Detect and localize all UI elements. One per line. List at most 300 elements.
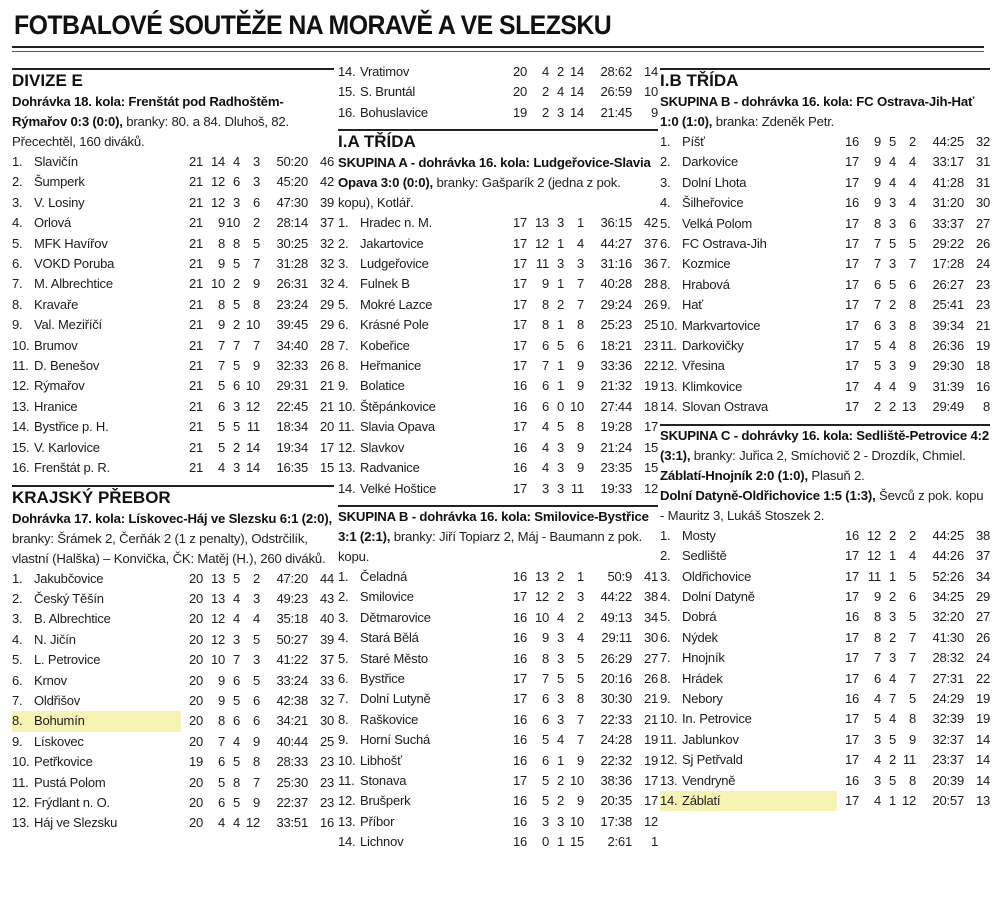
cell-played: 19 (188, 754, 203, 770)
cell-rank: 15. (12, 439, 30, 455)
cell-draws: 3 (888, 317, 896, 333)
table-row (338, 608, 658, 628)
cell-draws: 2 (888, 399, 896, 415)
cell-score: 18:34 (276, 419, 308, 435)
cell-points: 14 (975, 731, 990, 747)
match-report-2 (660, 466, 990, 486)
cell-played: 20 (188, 652, 203, 668)
cell-losses: 5 (908, 690, 916, 706)
cell-draws: 3 (888, 195, 896, 211)
cell-rank: 11. (338, 772, 355, 788)
cell-team: Hrabová (682, 276, 730, 292)
cell-team: Český Těšín (34, 590, 104, 606)
cell-team: Hnojník (682, 650, 725, 666)
cell-losses: 8 (252, 296, 260, 312)
cell-score: 19:34 (276, 439, 308, 455)
match-report (660, 92, 990, 132)
cell-team: L. Petrovice (34, 652, 101, 668)
cell-team: Hranice (34, 398, 78, 414)
cell-score: 25:41 (932, 297, 964, 313)
table-row (12, 752, 334, 772)
cell-team: Jablunkov (682, 731, 739, 747)
table-row (12, 569, 334, 589)
cell-rank: 3. (12, 611, 23, 627)
cell-wins: 7 (541, 358, 549, 374)
cell-played: 17 (844, 792, 859, 808)
cell-rank: 9. (660, 297, 671, 313)
cell-points: 12 (643, 480, 658, 496)
cell-points: 1 (650, 834, 658, 850)
cell-draws: 1 (556, 752, 564, 768)
match-report-body: branky: 80. a 84. Dluhoš, 82. Přecechtěl, 160 diváků. (12, 114, 290, 149)
table-row (12, 213, 334, 233)
cell-points: 21 (319, 398, 334, 414)
cell-losses: 3 (576, 256, 584, 272)
cell-score: 29:22 (932, 236, 964, 252)
cell-points: 10 (643, 84, 658, 100)
match-report (338, 153, 658, 213)
cell-losses: 2 (576, 609, 584, 625)
cell-draws: 5 (556, 419, 564, 435)
cell-draws: 5 (232, 692, 240, 708)
cell-losses: 9 (908, 378, 916, 394)
cell-losses: 6 (576, 337, 584, 353)
cell-points: 21 (643, 711, 658, 727)
cell-points: 23 (975, 276, 990, 292)
cell-team: Píšť (682, 134, 705, 149)
table-row (12, 650, 334, 670)
cell-rank: 6. (338, 670, 349, 686)
cell-rank: 2. (12, 590, 23, 606)
cell-team: Hradec n. M. (360, 215, 433, 231)
cell-rank: 14. (338, 480, 356, 496)
cell-wins: 13 (210, 590, 225, 606)
cell-played: 16 (512, 813, 527, 829)
cell-wins: 9 (217, 215, 225, 231)
cell-rank: 7. (660, 650, 671, 666)
cell-losses: 5 (576, 670, 584, 686)
cell-draws: 2 (888, 629, 896, 645)
table-row (338, 771, 658, 791)
table-row (338, 295, 658, 315)
table-row (338, 669, 658, 689)
section-ib-skupina-c (660, 424, 990, 812)
cell-draws: 4 (888, 378, 896, 394)
cell-points: 23 (643, 337, 658, 353)
cell-rank: 3. (660, 174, 671, 190)
cell-rank: 12. (12, 378, 30, 394)
cell-played: 17 (512, 691, 527, 707)
cell-points: 17 (319, 439, 334, 455)
cell-played: 17 (844, 174, 859, 190)
cell-rank: 6. (660, 236, 671, 252)
cell-team: Dětmarovice (360, 609, 431, 625)
cell-team: Krásné Pole (360, 317, 429, 333)
cell-rank: 3. (12, 194, 23, 210)
cell-points: 29 (319, 317, 334, 333)
cell-points: 18 (643, 398, 658, 414)
cell-wins: 12 (210, 194, 225, 210)
cell-team: FC Ostrava-Jih (682, 236, 767, 252)
cell-score: 30:25 (276, 235, 308, 251)
cell-team: Hať (682, 297, 703, 313)
cell-played: 17 (844, 317, 859, 333)
match-report-lead: Dohrávka 18. kola: Frenštát pod Radhoštěm-Rýmařov 0:3 (0:0), (12, 94, 284, 129)
cell-score: 22:33 (600, 711, 632, 727)
cell-wins: 8 (873, 609, 881, 625)
table-row (12, 711, 334, 731)
cell-draws: 4 (556, 609, 564, 625)
cell-points: 15 (319, 460, 334, 476)
cell-team: Dolní Lutyně (360, 691, 431, 707)
cell-wins: 12 (534, 589, 549, 605)
cell-losses: 11 (570, 480, 584, 496)
cell-draws: 7 (232, 652, 240, 668)
cell-losses: 11 (246, 419, 260, 435)
cell-score: 28:33 (276, 754, 308, 770)
cell-score: 27:44 (600, 398, 632, 414)
match-report-lead: SKUPINA B - dohrávka 16. kola: Smilovice-Bystřice 3:1 (2:1), (338, 508, 649, 544)
cell-losses: 7 (576, 296, 584, 312)
cell-score: 50:20 (276, 154, 308, 169)
cell-team: Heřmanice (360, 358, 422, 374)
cell-points: 26 (975, 629, 990, 645)
cell-score: 16:35 (276, 460, 308, 476)
table-row (338, 213, 658, 233)
cell-rank: 4. (12, 215, 23, 231)
cell-rank: 14. (12, 419, 30, 435)
cell-losses: 8 (576, 691, 584, 707)
cell-points: 32 (319, 692, 334, 708)
cell-team: Darkovice (682, 154, 738, 170)
table-row (12, 356, 334, 376)
cell-losses: 2 (252, 570, 260, 586)
cell-draws: 8 (232, 774, 240, 790)
cell-team: Val. Meziříčí (34, 317, 102, 333)
cell-wins: 11 (535, 256, 549, 272)
cell-played: 16 (512, 650, 527, 666)
cell-played: 21 (188, 235, 203, 251)
cell-played: 20 (188, 590, 203, 606)
cell-played: 17 (844, 154, 859, 170)
cell-score: 34:25 (932, 588, 964, 604)
cell-wins: 10 (534, 609, 549, 625)
cell-wins: 4 (873, 792, 881, 808)
cell-played: 21 (188, 337, 203, 353)
cell-team: Orlová (34, 215, 72, 231)
cell-score: 44:25 (932, 134, 964, 149)
cell-draws: 3 (556, 256, 564, 272)
cell-wins: 12 (210, 631, 225, 647)
cell-points: 23 (319, 754, 334, 770)
match-report-lead: Dohrávka 17. kola: Lískovec-Háj ve Slezsku 6:1 (2:0), (12, 510, 332, 526)
match-report (12, 92, 334, 152)
cell-played: 21 (188, 174, 203, 190)
cell-played: 17 (844, 215, 859, 231)
cell-rank: 16. (338, 104, 356, 120)
standings-table (338, 567, 658, 853)
table-row (12, 773, 334, 793)
table-row (12, 813, 334, 833)
cell-team: Štěpánkovice (360, 398, 436, 414)
cell-draws: 4 (232, 815, 240, 831)
cell-score: 20:57 (932, 792, 964, 808)
table-row (338, 274, 658, 294)
cell-losses: 10 (245, 378, 260, 394)
cell-score: 26:59 (600, 84, 632, 100)
cell-draws: 5 (888, 236, 896, 252)
cell-draws: 4 (556, 732, 564, 748)
cell-team: Horní Suchá (360, 732, 431, 748)
cell-points: 15 (643, 439, 658, 455)
page-title: FOTBALOVÉ SOUTĚŽE NA MORAVĚ A VE SLEZSKU (14, 10, 612, 40)
cell-points: 29 (319, 296, 334, 312)
cell-losses: 12 (245, 815, 260, 831)
cell-team: Kravaře (34, 296, 79, 312)
cell-points: 18 (975, 358, 990, 374)
cell-rank: 2. (338, 589, 349, 605)
table-row (660, 377, 990, 397)
cell-team: Pustá Polom (34, 774, 106, 790)
cell-wins: 14 (210, 154, 225, 169)
table-row (338, 751, 658, 771)
cell-losses: 9 (252, 276, 260, 292)
cell-wins: 4 (217, 460, 225, 476)
cell-rank: 9. (12, 317, 23, 333)
section-ia-trida (338, 129, 658, 499)
cell-score: 19:28 (600, 419, 632, 435)
cell-draws: 3 (888, 650, 896, 666)
cell-team: B. Albrechtice (34, 611, 111, 627)
cell-score: 29:11 (601, 630, 632, 646)
cell-team: S. Bruntál (360, 84, 416, 100)
cell-wins: 8 (217, 296, 225, 312)
cell-played: 16 (844, 772, 859, 788)
title-rule-thin (12, 51, 984, 52)
cell-rank: 1. (12, 570, 23, 586)
cell-played: 16 (512, 834, 527, 850)
cell-score: 27:31 (932, 670, 964, 686)
match-report-lead: SKUPINA B - dohrávka 16. kola: FC Ostrava-Jih-Hať 1:0 (1:0), (660, 94, 975, 129)
cell-played: 17 (512, 670, 527, 686)
cell-wins: 4 (541, 460, 549, 476)
cell-played: 21 (188, 256, 203, 272)
cell-draws: 5 (556, 337, 564, 353)
cell-score: 44:27 (600, 235, 632, 251)
table-row (338, 234, 658, 254)
cell-played: 17 (844, 650, 859, 666)
cell-losses: 7 (908, 650, 916, 666)
table-row (338, 82, 658, 102)
cell-points: 46 (319, 154, 334, 169)
cell-rank: 1. (660, 527, 671, 543)
cell-rank: 12. (12, 794, 30, 810)
cell-points: 21 (319, 378, 334, 394)
cell-wins: 12 (866, 548, 881, 564)
cell-played: 17 (844, 256, 859, 272)
cell-played: 21 (188, 317, 203, 333)
table-row (338, 356, 658, 376)
cell-losses: 7 (908, 256, 916, 272)
cell-score: 20:16 (600, 670, 632, 686)
cell-played: 17 (844, 568, 859, 584)
cell-draws: 3 (556, 480, 564, 496)
cell-wins: 13 (210, 570, 225, 586)
cell-score: 44:25 (932, 527, 964, 543)
cell-rank: 2. (12, 174, 23, 190)
cell-draws: 1 (556, 834, 564, 850)
cell-points: 24 (975, 650, 990, 666)
cell-draws: 0 (556, 398, 564, 414)
table-row (12, 315, 334, 335)
cell-team: Rýmařov (34, 378, 85, 394)
cell-team: Sedliště (682, 548, 727, 564)
cell-wins: 6 (541, 398, 549, 414)
match-report-lead: SKUPINA C - dohrávky 16. kola: Sedliště-Petrovice 4:2 (3:1), (660, 427, 989, 463)
cell-wins: 7 (541, 670, 549, 686)
cell-played: 16 (512, 793, 527, 809)
cell-losses: 5 (576, 650, 584, 666)
cell-played: 21 (188, 398, 203, 414)
cell-score: 23:24 (276, 296, 308, 312)
cell-team: Mokré Lazce (360, 296, 433, 312)
cell-team: Velké Hoštice (360, 480, 437, 496)
cell-points: 19 (643, 752, 658, 768)
cell-losses: 14 (245, 439, 260, 455)
cell-draws: 7 (888, 690, 896, 706)
cell-points: 17 (643, 793, 658, 809)
cell-team: Stonava (360, 772, 407, 788)
cell-played: 20 (188, 570, 203, 586)
cell-points: 14 (975, 772, 990, 788)
cell-points: 21 (975, 317, 990, 333)
cell-team: Oldřišov (34, 692, 81, 708)
cell-played: 17 (844, 548, 859, 564)
cell-played: 17 (512, 358, 527, 374)
cell-score: 17:38 (600, 813, 632, 829)
cell-draws: 3 (556, 691, 564, 707)
table-row (338, 791, 658, 811)
cell-played: 21 (188, 154, 203, 169)
cell-losses: 7 (576, 276, 584, 292)
cell-team: Velká Polom (682, 215, 753, 231)
cell-points: 22 (975, 670, 990, 686)
cell-rank: 10. (12, 754, 30, 770)
cell-played: 17 (844, 711, 859, 727)
column-3 (660, 62, 990, 817)
cell-rank: 1. (338, 568, 349, 584)
cell-score: 25:23 (600, 317, 632, 333)
cell-losses: 5 (908, 609, 916, 625)
cell-wins: 8 (217, 713, 225, 729)
cell-losses: 7 (252, 337, 260, 353)
cell-rank: 8. (12, 296, 23, 312)
cell-rank: 6. (12, 256, 23, 272)
cell-team: Mosty (682, 527, 716, 543)
cell-draws: 2 (232, 439, 240, 455)
cell-played: 17 (512, 480, 527, 496)
cell-points: 37 (319, 215, 334, 231)
cell-score: 47:20 (276, 570, 308, 586)
cell-losses: 4 (252, 611, 260, 627)
table-row (660, 234, 990, 254)
cell-wins: 12 (210, 174, 225, 190)
cell-team: Lískovec (34, 733, 84, 749)
column-2 (338, 62, 658, 859)
cell-score: 26:27 (932, 276, 964, 292)
cell-rank: 12. (338, 439, 356, 455)
cell-losses: 3 (252, 652, 260, 668)
cell-draws: 4 (888, 154, 896, 170)
cell-draws: 6 (232, 672, 240, 688)
cell-draws: 2 (232, 276, 240, 292)
cell-team: V. Karlovice (34, 439, 100, 455)
cell-wins: 13 (534, 568, 549, 584)
cell-points: 31 (975, 174, 990, 190)
cell-wins: 4 (541, 439, 549, 455)
cell-played: 21 (188, 439, 203, 455)
cell-draws: 1 (888, 568, 896, 584)
cell-losses: 5 (252, 672, 260, 688)
cell-wins: 6 (873, 317, 881, 333)
cell-score: 44:26 (932, 548, 964, 564)
table-row (12, 152, 334, 172)
cell-draws: 2 (556, 568, 564, 584)
cell-draws: 5 (888, 276, 896, 292)
cell-played: 20 (188, 733, 203, 749)
cell-losses: 7 (252, 774, 260, 790)
table-row (338, 730, 658, 750)
cell-score: 32:20 (932, 609, 964, 625)
cell-rank: 11. (338, 419, 355, 435)
cell-losses: 7 (908, 629, 916, 645)
cell-team: Bohumín (34, 711, 181, 731)
cell-points: 21 (643, 691, 658, 707)
cell-points: 39 (319, 631, 334, 647)
cell-score: 52:26 (932, 568, 964, 584)
match-report-body: branky: Šrámek 2, Čerňák 2 (1 z penalty), Odstrčilík, vlastní (Halška) – Konvička, ČK: Matěj (H.), 260 diváků. (12, 530, 326, 566)
match-report-lead: Záblatí-Hnojník 2:0 (1:0), (660, 467, 808, 483)
cell-wins: 5 (541, 793, 549, 809)
cell-played: 17 (512, 772, 527, 788)
cell-score: 22:37 (276, 794, 308, 810)
cell-wins: 9 (873, 588, 881, 604)
cell-played: 20 (188, 611, 203, 627)
cell-wins: 9 (873, 134, 881, 149)
cell-points: 29 (975, 588, 990, 604)
cell-team: Markvartovice (682, 317, 761, 333)
cell-losses: 4 (576, 235, 584, 251)
cell-rank: 14. (338, 64, 356, 79)
cell-draws: 4 (232, 590, 240, 606)
title-rule (12, 46, 984, 48)
cell-points: 41 (643, 568, 658, 584)
cell-draws: 5 (556, 670, 564, 686)
cell-rank: 11. (660, 338, 677, 354)
cell-losses: 8 (576, 419, 584, 435)
cell-score: 31:39 (932, 378, 964, 394)
cell-rank: 4. (12, 631, 23, 647)
cell-wins: 4 (873, 752, 881, 768)
cell-score: 21:32 (600, 378, 632, 394)
cell-wins: 8 (541, 650, 549, 666)
cell-losses: 8 (252, 754, 260, 770)
table-row (12, 671, 334, 691)
cell-rank: 8. (338, 358, 349, 374)
cell-wins: 6 (217, 398, 225, 414)
cell-points: 25 (643, 317, 658, 333)
cell-losses: 9 (908, 358, 916, 374)
